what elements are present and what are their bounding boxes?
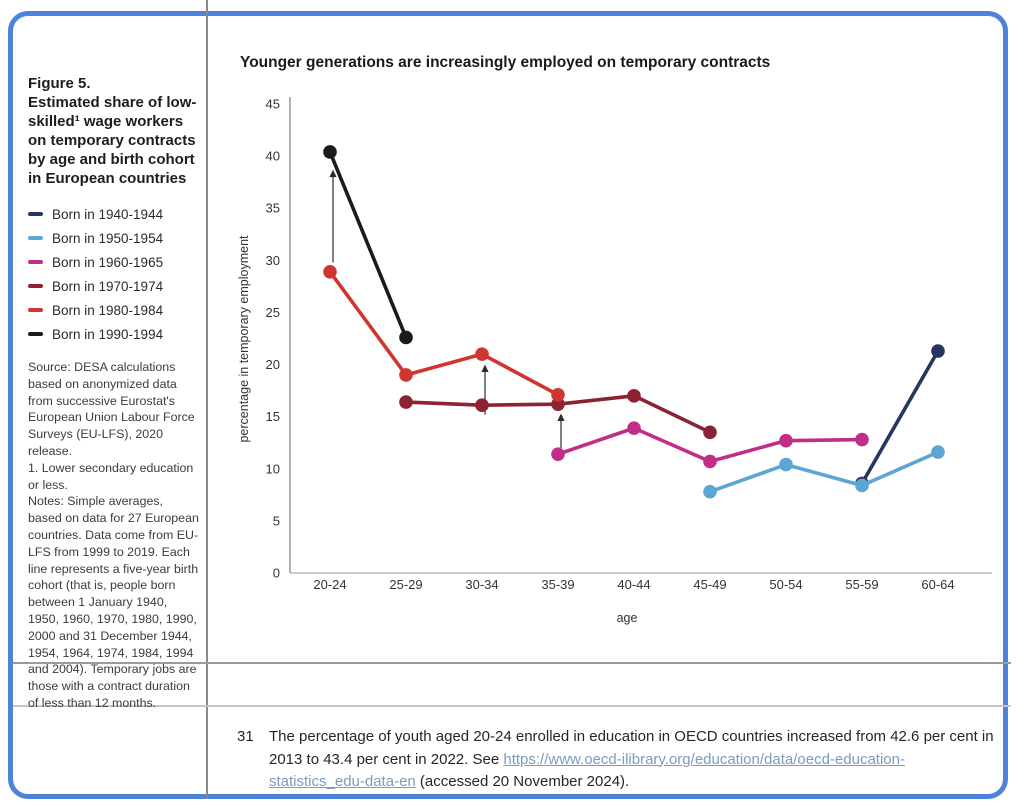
x-tick-label: 25-29: [389, 577, 423, 592]
data-point: [703, 455, 717, 469]
line-chart: [235, 85, 1015, 645]
figure-sidebar: [28, 74, 200, 712]
data-point: [779, 458, 793, 472]
data-point: [399, 331, 413, 345]
legend-swatch: [28, 308, 43, 312]
data-point: [855, 479, 869, 493]
legend-swatch: [28, 236, 43, 240]
y-tick-label: 45: [265, 96, 280, 112]
legend-item: [28, 250, 200, 274]
data-point: [551, 388, 565, 402]
y-tick-label: 20: [265, 357, 280, 373]
data-point: [855, 433, 869, 447]
footnote-text-before-link: The percentage of youth aged 20-24 enrolled in education in OECD countries increased from 42.6 per cent in 2013 to 43.4 per cent in 2022. See: [269, 728, 994, 768]
data-point: [627, 389, 641, 403]
series-line: [330, 272, 558, 395]
legend-swatch: [28, 284, 43, 288]
y-tick-label: 15: [265, 409, 280, 425]
footnote-number: 31: [237, 728, 254, 745]
y-tick-label: 25: [265, 304, 280, 320]
legend-swatch: [28, 332, 43, 336]
footnote-1-text: 1. Lower secondary education or less.: [28, 460, 194, 492]
footnote-text: [269, 726, 997, 794]
column-divider: [206, 0, 208, 799]
legend-label: Born in 1980-1984: [52, 302, 164, 318]
notes-text: Notes: Simple averages, based on data for 27 European countries. Data come from EU-LFS from 1999 to 2019. Each line represents a five-year birth cohort (that is, people born between 1 January 1940, 1950, 1960, 1970, 1980, 1990, 2000 and 31 December 1944, 1954, 1964, 1974, 1984, 1994 and 2004). Temporary jobs are those with a contract duration of less than 12 months.: [28, 494, 199, 710]
data-point: [323, 145, 337, 159]
series-line: [710, 452, 938, 492]
x-axis-title: age: [616, 611, 638, 625]
data-point: [703, 426, 717, 440]
legend-label: Born in 1970-1974: [52, 278, 164, 294]
legend-label: Born in 1950-1954: [52, 230, 164, 246]
legend-item: [28, 226, 200, 250]
series-line: [862, 351, 938, 483]
data-point: [399, 368, 413, 382]
x-tick-label: 35-39: [541, 577, 575, 592]
legend-swatch: [28, 260, 43, 264]
footnote-link[interactable]: https://www.oecd-ilibrary.org/education/data/oecd-education-statistics_edu-data-en: [269, 750, 905, 790]
footnote-text-after-link: (accessed 20 November 2024).: [415, 773, 630, 790]
y-tick-label: 10: [265, 461, 280, 477]
legend-item: [28, 298, 200, 322]
trend-arrow-head: [557, 414, 564, 422]
data-point: [475, 347, 489, 361]
legend-swatch: [28, 212, 43, 216]
legend-item: [28, 274, 200, 298]
legend-label: Born in 1990-1994: [52, 326, 164, 342]
figure-title: Estimated share of low-skilled¹ wage workers on temporary contracts by age and birth cohort in European countries: [28, 94, 197, 187]
y-tick-label: 5: [272, 513, 280, 529]
legend-item: [28, 322, 200, 346]
data-point: [627, 421, 641, 435]
x-tick-label: 50-54: [769, 577, 803, 592]
y-tick-label: 30: [265, 252, 280, 268]
legend-label: Born in 1940-1944: [52, 206, 164, 222]
x-tick-label: 60-64: [921, 577, 955, 592]
page-footnote: [237, 726, 997, 794]
data-point: [779, 434, 793, 448]
chart-area: [235, 85, 1015, 645]
legend-label: Born in 1960-1965: [52, 254, 164, 270]
x-tick-label: 45-49: [693, 577, 727, 592]
data-point: [475, 398, 489, 412]
source-notes: [28, 359, 200, 712]
source-text: Source: DESA calculations based on anonymized data from successive Eurostat's European Union Labour Force Surveys (EU-LFS), 2020 release.: [28, 360, 195, 458]
data-point: [931, 344, 945, 358]
chart-title: Younger generations are increasingly employed on temporary contracts: [240, 54, 771, 71]
x-tick-label: 55-59: [845, 577, 879, 592]
x-tick-label: 20-24: [313, 577, 347, 592]
cohort-legend: [28, 202, 200, 346]
data-point: [551, 447, 565, 461]
y-tick-label: 35: [265, 200, 280, 216]
data-point: [399, 395, 413, 409]
data-point: [323, 265, 337, 279]
trend-arrow-head: [329, 170, 336, 178]
y-tick-label: 40: [265, 148, 280, 164]
y-tick-label: 0: [272, 565, 280, 581]
x-tick-label: 40-44: [617, 577, 651, 592]
data-point: [931, 445, 945, 459]
figure-number: Figure 5.: [28, 75, 91, 92]
legend-item: [28, 202, 200, 226]
trend-arrow-head: [481, 365, 488, 373]
x-tick-label: 30-34: [465, 577, 499, 592]
series-line: [330, 152, 406, 338]
data-point: [703, 485, 717, 499]
y-axis-title: percentage in temporary employment: [237, 235, 251, 443]
